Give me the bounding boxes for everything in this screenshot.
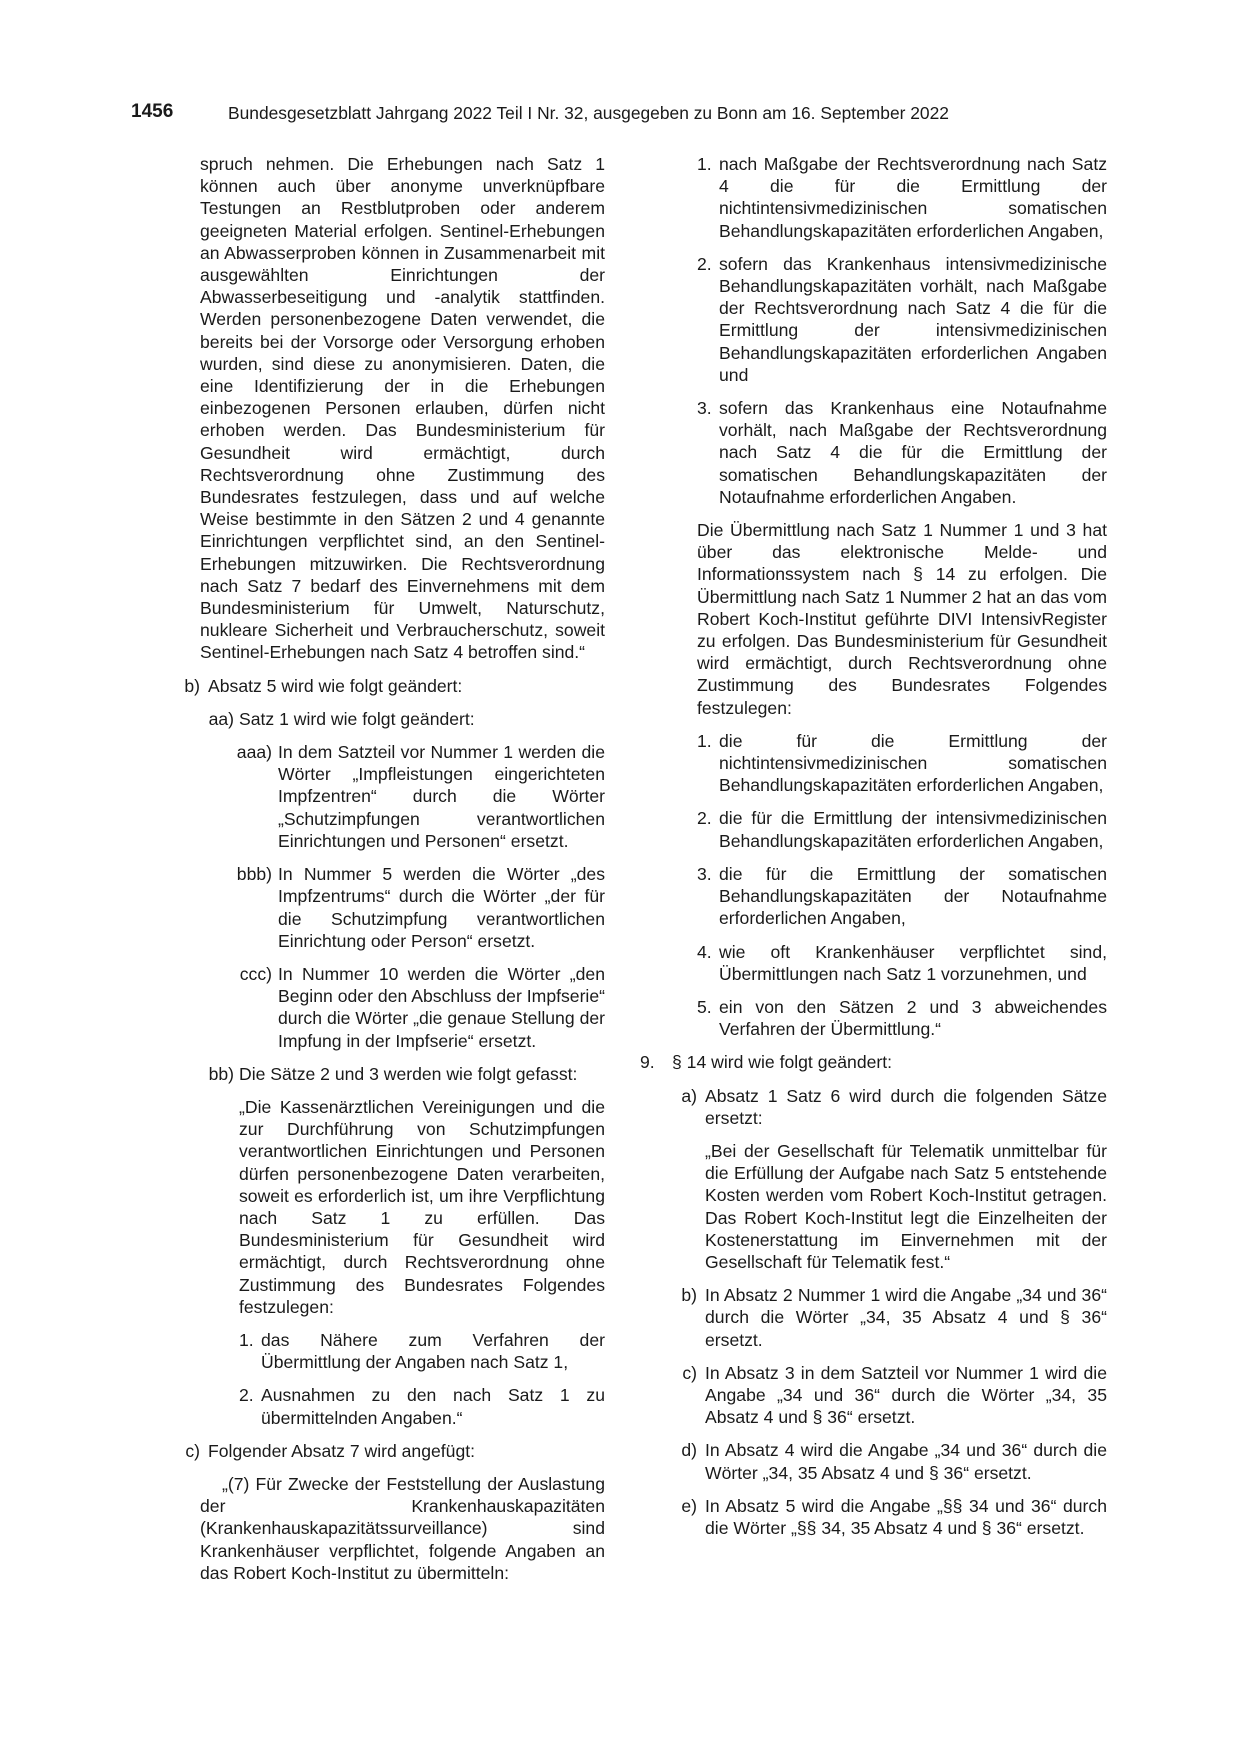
item-text: das Nähere zum Verfahren der Übermittlung der Angaben nach Satz 1, bbox=[261, 1329, 605, 1373]
left-column bbox=[184, 153, 605, 1595]
running-head: Bundesgesetzblatt Jahrgang 2022 Teil I Nr. 32, ausgegeben zu Bonn am 16. September 2022 bbox=[228, 103, 949, 123]
list-item-2 bbox=[697, 253, 1107, 386]
item-label: 9. bbox=[640, 1052, 655, 1073]
item-text: Absatz 5 wird wie folgt geändert: bbox=[208, 675, 463, 696]
item-label: c) bbox=[185, 1440, 200, 1461]
list-item-b bbox=[175, 675, 605, 697]
item-text: In Absatz 3 in dem Satzteil vor Nummer 1 wird die Angabe „34 und 36“ durch die Wörter „34, 35 Absatz 4 und § 36“ ersetzt. bbox=[705, 1362, 1107, 1428]
item-label: ccc) bbox=[239, 963, 272, 984]
item-label: 2. bbox=[239, 1385, 254, 1406]
paragraph: Die Übermittlung nach Satz 1 Nummer 1 und 3 hat über das elektronische Melde- und Informationssystem nach § 14 zu erfolgen. Die Übermittlung nach Satz 1 Nummer 2 hat an das vom Robert Koch-Institut geführte DIVI IntensivRegister zu erfolgen. Das Bundesministerium für Gesundheit wird ermächtigt, durch Rechtsverordnung ohne Zustimmung des Bundesrates Folgendes festzulegen: bbox=[697, 520, 1107, 718]
list-item-b bbox=[675, 1284, 1107, 1351]
item-text: In Absatz 2 Nummer 1 wird die Angabe „34 und 36“ durch die Wörter „34, 35 Absatz 4 und § 36“ ersetzt. bbox=[705, 1285, 1107, 1350]
item-text: In Nummer 10 werden die Wörter „den Beginn oder den Abschluss der Impfserie“ durch die Wörter „die genaue Stellung der Impfung in der Impfserie“ ersetzt. bbox=[278, 963, 605, 1051]
list-item-aa bbox=[200, 708, 605, 730]
item-label: 1. bbox=[239, 1329, 254, 1350]
item-label: e) bbox=[681, 1495, 697, 1516]
list-item-3 bbox=[697, 397, 1107, 508]
list-item-5 bbox=[697, 996, 1107, 1040]
page-number: 1456 bbox=[131, 101, 174, 122]
item-label: aa) bbox=[208, 708, 234, 729]
list-item-2 bbox=[697, 807, 1107, 851]
item-label: b) bbox=[184, 675, 200, 696]
list-item-4 bbox=[697, 941, 1107, 985]
list-item-bbb bbox=[200, 863, 605, 952]
list-item-c bbox=[675, 1362, 1107, 1429]
list-item-a bbox=[675, 1085, 1107, 1129]
list-item-e bbox=[675, 1495, 1107, 1539]
item-text: die für die Ermittlung der intensivmedizinischen Behandlungskapazitäten erforderlichen Angaben, bbox=[719, 808, 1107, 851]
item-label: 1. bbox=[697, 730, 712, 751]
quoted-paragraph: „Die Kassenärztlichen Vereinigungen und die zur Durchführung von Schutzimpfungen verantwortlichen Einrichtungen und Personen dürfen personenbezogene Daten verarbeiten, soweit es erforderlich ist, um ihre Verpflichtung nach Satz 1 zu erfüllen. Das Bundesministerium für Gesundheit wird ermächtigt, durch Rechtsverordnung ohne Zustimmung des Bundesrates Folgendes festzulegen: bbox=[239, 1096, 605, 1317]
quoted-list-item-2 bbox=[200, 1384, 605, 1428]
list-item-bb bbox=[200, 1063, 605, 1085]
item-text: In Absatz 5 wird die Angabe „§§ 34 und 36“ durch die Wörter „§§ 34, 35 Absatz 4 und § 36“ ersetzt. bbox=[705, 1495, 1107, 1538]
list-item-1 bbox=[697, 730, 1107, 797]
item-label: 4. bbox=[697, 941, 712, 962]
item-label: aaa) bbox=[236, 742, 272, 763]
item-text: sofern das Krankenhaus intensivmedizinische Behandlungskapazitäten vorhält, nach Maßgabe der Rechtsverordnung nach Satz 4 die für die Ermittlung der intensivmedizinischen Behandlungskapazitäten erforderlichen Angaben und bbox=[719, 253, 1107, 385]
item-label: 5. bbox=[697, 996, 712, 1017]
item-text: nach Maßgabe der Rechtsverordnung nach Satz 4 die für die Ermittlung der nichtintensivmedizinischen somatischen Behandlungskapazitäten erforderlichen Angaben, bbox=[719, 154, 1107, 241]
item-label: 3. bbox=[697, 398, 712, 419]
item-text: In Nummer 5 werden die Wörter „des Impfzentrums“ durch die Wörter „der für die Schutzimpfung verantwortlichen Einrichtung oder Person“ ersetzt. bbox=[278, 864, 605, 951]
list-item-ccc bbox=[200, 963, 605, 1052]
list-item-9 bbox=[640, 1051, 1107, 1073]
paragraph: spruch nehmen. Die Erhebungen nach Satz 1 können auch über anonyme unverknüpfbare Testungen an Restblutproben oder anderem geeigneten Material erfolgen. Sentinel-Erhebungen an Abwasserproben können in Zusammenarbeit mit ausgewählten Einrichtungen der Abwasserbeseitigung und -analytik stattfinden. Werden personenbezogene Daten verwendet, die bereits bei der Vorsorge oder Versorgung erhoben wurden, sind diese zu anonymisieren. Daten, die eine Identifizierung der in die Erhebungen einbezogenen Personen erlauben, dürfen nicht erhoben werden. Das Bundesministerium für Gesundheit wird ermächtigt, durch Rechtsverordnung ohne Zustimmung des Bundesrates festzulegen, dass und auf welche Weise bestimmte in den Sätzen 2 und 4 genannte Einrichtungen verpflichtet sind, an den Sentinel-Erhebungen mitzuwirken. Die Rechtsverordnung nach Satz 7 bedarf des Einvernehmens mit dem Bundesministerium für Umwelt, Naturschutz, nukleare Sicherheit und Verbraucherschutz, soweit Sentinel-Erhebungen nach Satz 4 betroffen sind.“ bbox=[200, 154, 605, 663]
page-header bbox=[131, 101, 1119, 127]
list-item-3 bbox=[697, 863, 1107, 930]
item-label: bbb) bbox=[236, 864, 272, 885]
right-column bbox=[640, 153, 1107, 1550]
item-text: sofern das Krankenhaus eine Notaufnahme vorhält, nach Maßgabe der Rechtsverordnung nach Satz 4 die für die Ermittlung der somatischen Behandlungskapazitäten der Notaufnahme erforderlichen Angaben. bbox=[719, 398, 1107, 507]
item-text: In dem Satzteil vor Nummer 1 werden die Wörter „Impfleistungen eingerichteten Impfzentren“ durch die Wörter „Schutzimpfungen verantwortlichen Einrichtungen und Personen“ ersetzt. bbox=[278, 742, 605, 851]
item-label: d) bbox=[681, 1440, 697, 1461]
item-text: Folgender Absatz 7 wird angefügt: bbox=[208, 1440, 476, 1461]
item-label: 1. bbox=[697, 154, 712, 174]
item-label: b) bbox=[681, 1285, 697, 1306]
item-text: Die Sätze 2 und 3 werden wie folgt gefasst: bbox=[239, 1063, 578, 1084]
quoted-list-item-1 bbox=[200, 1329, 605, 1373]
item-text: wie oft Krankenhäuser verpflichtet sind, Übermittlungen nach Satz 1 vorzunehmen, und bbox=[719, 941, 1107, 984]
item-label: 2. bbox=[697, 253, 712, 274]
item-text: ein von den Sätzen 2 und 3 abweichendes Verfahren der Übermittlung.“ bbox=[719, 996, 1107, 1040]
quoted-paragraph: „Bei der Gesellschaft für Telematik unmittelbar für die Erfüllung der Aufgabe nach Satz 5 entstehende Kosten werden vom Robert Koch-Institut getragen. Das Robert Koch-Institut legt die Einzelheiten der Kostenerstattung im Einvernehmen mit der Gesellschaft für Telematik fest.“ bbox=[705, 1140, 1107, 1272]
item-label: 2. bbox=[697, 808, 712, 829]
item-text: In Absatz 4 wird die Angabe „34 und 36“ durch die Wörter „34, 35 Absatz 4 und § 36“ ersetzt. bbox=[705, 1440, 1107, 1483]
quoted-paragraph: „(7) Für Zwecke der Feststellung der Auslastung der Krankenhauskapazitäten (Krankenhauskapazitätssurveillance) sind Krankenhäuser verpflichtet, folgende Angaben an das Robert Koch-Institut zu übermitteln: bbox=[200, 1473, 605, 1583]
item-text: § 14 wird wie folgt geändert: bbox=[672, 1052, 893, 1073]
list-item-d bbox=[675, 1439, 1107, 1483]
list-item-1 bbox=[697, 153, 1107, 242]
list-item-c bbox=[175, 1440, 605, 1462]
item-text: Absatz 1 Satz 6 wird durch die folgenden Sätze ersetzt: bbox=[705, 1085, 1107, 1128]
item-text: Satz 1 wird wie folgt geändert: bbox=[239, 708, 475, 729]
item-label: bb) bbox=[208, 1063, 234, 1084]
item-label: 3. bbox=[697, 863, 712, 884]
item-text: die für die Ermittlung der nichtintensivmedizinischen somatischen Behandlungskapazitäten erforderlichen Angaben, bbox=[719, 730, 1107, 796]
item-label: a) bbox=[681, 1085, 697, 1106]
item-label: c) bbox=[682, 1362, 697, 1383]
list-item-aaa bbox=[200, 741, 605, 852]
item-text: Ausnahmen zu den nach Satz 1 zu übermittelnden Angaben.“ bbox=[261, 1385, 605, 1428]
item-text: die für die Ermittlung der somatischen Behandlungskapazitäten der Notaufnahme erforderlichen Angaben, bbox=[719, 863, 1107, 929]
